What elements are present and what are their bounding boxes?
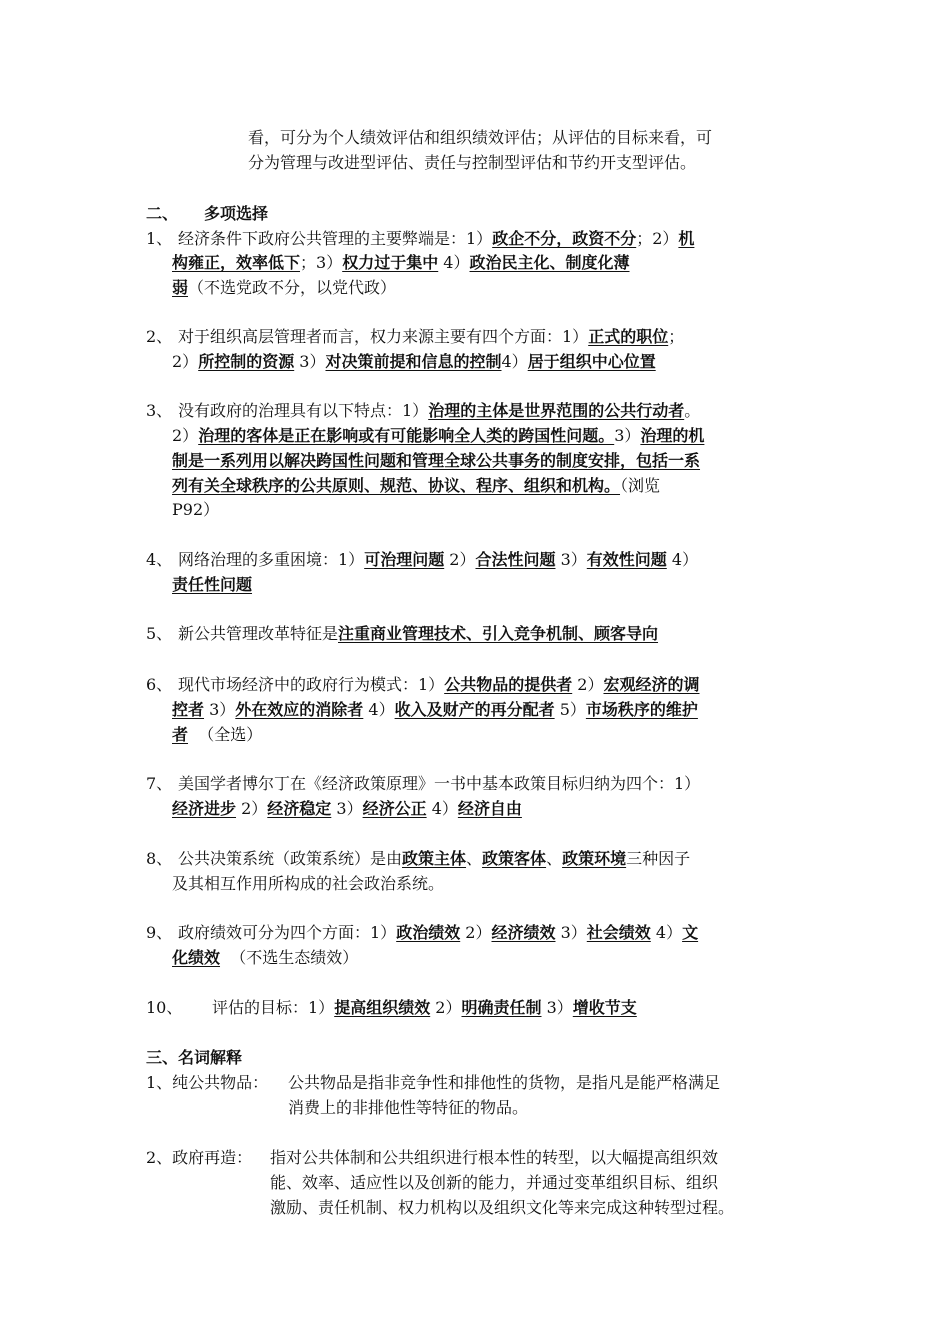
item-line [212, 996, 637, 1020]
item-line [172, 797, 522, 821]
answer-text: 注重商业管理技术、引入竞争机制、顾客导向 [338, 624, 659, 643]
item-line [178, 325, 684, 349]
note-text: （全选） [188, 725, 263, 744]
note-text: （浏览 [620, 476, 661, 495]
question-text: ；2） [636, 229, 679, 248]
question-text: 3） [555, 550, 587, 569]
item-line [172, 946, 358, 970]
question-text: 4） [438, 253, 470, 272]
question-text: 、 [466, 849, 483, 868]
term-definition: 激励、责任机制、权力机构以及组织文化等来完成这种转型过程。 [270, 1198, 735, 1217]
item-line [178, 921, 698, 945]
answer-text: 经济公正 [362, 799, 427, 818]
question-text: 经济条件下政府公共管理的主要弊端是：1） [178, 229, 493, 248]
item-number: 1、 [146, 229, 173, 248]
item-number: 9、 [146, 923, 173, 942]
question-text: ；3） [300, 253, 343, 272]
question-text: ； [668, 327, 685, 346]
answer-text: 治理的客体是正在影响或有可能影响全人类的跨国性问题。 [198, 426, 615, 445]
question-text: 政府绩效可分为四个方面：1） [178, 923, 397, 942]
question-text: 3） [614, 426, 641, 445]
question-text: 对于组织高层管理者而言，权力来源主要有四个方面：1） [178, 327, 589, 346]
question-text: 4） [666, 550, 699, 569]
section-heading: 多项选择 [204, 204, 269, 223]
item-line [172, 449, 700, 473]
item-number: 7、 [146, 774, 173, 793]
question-text: 2） [430, 998, 462, 1017]
item-line [172, 424, 704, 448]
answer-text: 政策客体 [482, 849, 547, 868]
answer-text: 可治理问题 [364, 550, 445, 569]
item-line [172, 474, 660, 498]
question-text: 网络治理的多重困境：1） [178, 550, 365, 569]
item-number: 10、 [146, 998, 183, 1017]
item-number: 2、 [146, 327, 173, 346]
answer-text: 居于组织中心位置 [527, 352, 656, 371]
answer-text: 列有关全球秩序的公共原则、规范、协议、程序、组织和机构。 [172, 476, 621, 495]
answer-text: 责任性问题 [172, 575, 253, 594]
question-text: 3） [541, 998, 573, 1017]
question-text: 没有政府的治理具有以下特点：1） [178, 401, 429, 420]
answer-text: 者 [172, 725, 189, 744]
answer-text: 政企不分，政资不分 [492, 229, 637, 248]
item-line [178, 673, 700, 697]
answer-text: 弱 [172, 278, 189, 297]
question-text: 3） [204, 700, 236, 719]
answer-text: 社会绩效 [586, 923, 651, 942]
question-text: 2） [572, 675, 604, 694]
item-line [172, 723, 262, 747]
answer-text: 治理的机 [640, 426, 705, 445]
answer-text: 文 [682, 923, 699, 942]
section-heading: 三、名词解释 [146, 1048, 243, 1067]
intro-line: 分为管理与改进型评估、责任与控制型评估和节约开支型评估。 [248, 153, 697, 172]
answer-text: 经济自由 [457, 799, 522, 818]
answer-text: 宏观经济的调 [603, 675, 700, 694]
item-line [172, 698, 698, 722]
question-text: 2） [172, 426, 199, 445]
question-text: 5） [554, 700, 586, 719]
item-number: 3、 [146, 401, 173, 420]
answer-text: 控者 [172, 700, 205, 719]
answer-text: 权力过于集中 [342, 253, 439, 272]
answer-text: 合法性问题 [475, 550, 556, 569]
question-text: 3） [294, 352, 326, 371]
answer-text: 对决策前提和信息的控制 [325, 352, 502, 371]
intro-line: 看，可分为个人绩效评估和组织绩效评估；从评估的目标来看，可 [248, 128, 713, 147]
question-text: 4） [426, 799, 458, 818]
answer-text: 外在效应的消除者 [235, 700, 364, 719]
question-text: 4） [501, 352, 528, 371]
term-label: 1、纯公共物品： [146, 1073, 269, 1092]
question-text: 4） [650, 923, 683, 942]
item-line [172, 350, 656, 374]
question-text: 2） [460, 923, 492, 942]
answer-text: 提高组织绩效 [334, 998, 431, 1017]
answer-text: 市场秩序的维护 [585, 700, 698, 719]
item-number: 4、 [146, 550, 173, 569]
answer-text: 政策环境 [562, 849, 627, 868]
answer-text: 所控制的资源 [198, 352, 295, 371]
answer-text: 经济绩效 [491, 923, 556, 942]
item-line [172, 251, 630, 275]
answer-text: 政策主体 [402, 849, 467, 868]
question-text: 2） [236, 799, 268, 818]
question-text: 3） [331, 799, 363, 818]
answer-text: 经济进步 [172, 799, 237, 818]
question-text: 公共决策系统（政策系统）是由 [178, 849, 403, 868]
question-text: 2） [172, 352, 199, 371]
item-line: P92） [172, 500, 220, 519]
term-definition: 消费上的非排他性等特征的物品。 [288, 1098, 529, 1117]
term-definition: 指对公共体制和公共组织进行根本性的转型，以大幅提高组织效 [270, 1148, 719, 1167]
answer-text: 公共物品的提供者 [444, 675, 573, 694]
answer-text: 构雍正，效率低下 [172, 253, 301, 272]
answer-text: 制是一系列用以解决跨国性问题和管理全球公共事务的制度安排，包括一系 [172, 451, 701, 470]
answer-text: 增收节支 [572, 998, 637, 1017]
question-text: 4） [363, 700, 395, 719]
note-text: （不选党政不分，以党代政） [188, 278, 397, 297]
item-number: 8、 [146, 849, 173, 868]
term-definition: 公共物品是指非竞争性和排他性的货物，是指凡是能严格满足 [288, 1073, 721, 1092]
item-line: 及其相互作用所构成的社会政治系统。 [172, 874, 445, 893]
section-number: 二、 [146, 204, 179, 223]
answer-text: 明确责任制 [461, 998, 542, 1017]
item-line [178, 548, 698, 572]
answer-text: 机 [678, 229, 695, 248]
answer-text: 收入及财产的再分配者 [394, 700, 555, 719]
question-text: 。 [684, 401, 701, 420]
question-text: 新公共管理改革特征是 [178, 624, 339, 643]
item-line [178, 622, 658, 646]
question-text: 三种因子 [626, 849, 691, 868]
answer-text: 政治绩效 [396, 923, 461, 942]
item-line [178, 847, 690, 871]
answer-text: 经济稳定 [267, 799, 332, 818]
question-text: 评估的目标：1） [212, 998, 335, 1017]
item-number: 6、 [146, 675, 173, 694]
item-line [172, 573, 252, 597]
item-line [178, 227, 694, 251]
question-text: 、 [546, 849, 563, 868]
item-number: 5、 [146, 624, 173, 643]
answer-text: 正式的职位 [588, 327, 669, 346]
term-label: 2、政府再造： [146, 1148, 253, 1167]
answer-text: 政治民主化、制度化薄 [469, 253, 630, 272]
question-text: 现代市场经济中的政府行为模式：1） [178, 675, 445, 694]
note-text: （不选生态绩效） [220, 948, 359, 967]
answer-text: 有效性问题 [586, 550, 667, 569]
question-text: 2） [444, 550, 476, 569]
item-line [172, 276, 396, 300]
answer-text: 化绩效 [172, 948, 221, 967]
answer-text: 治理的主体是世界范围的公共行动者 [428, 401, 685, 420]
item-line: 美国学者博尔丁在《经济政策原理》一书中基本政策目标归纳为四个：1） [178, 774, 701, 793]
question-text: 3） [555, 923, 587, 942]
term-definition: 能、效率、适应性以及创新的能力，并通过变革组织目标、组织 [270, 1173, 719, 1192]
item-line [178, 399, 700, 423]
